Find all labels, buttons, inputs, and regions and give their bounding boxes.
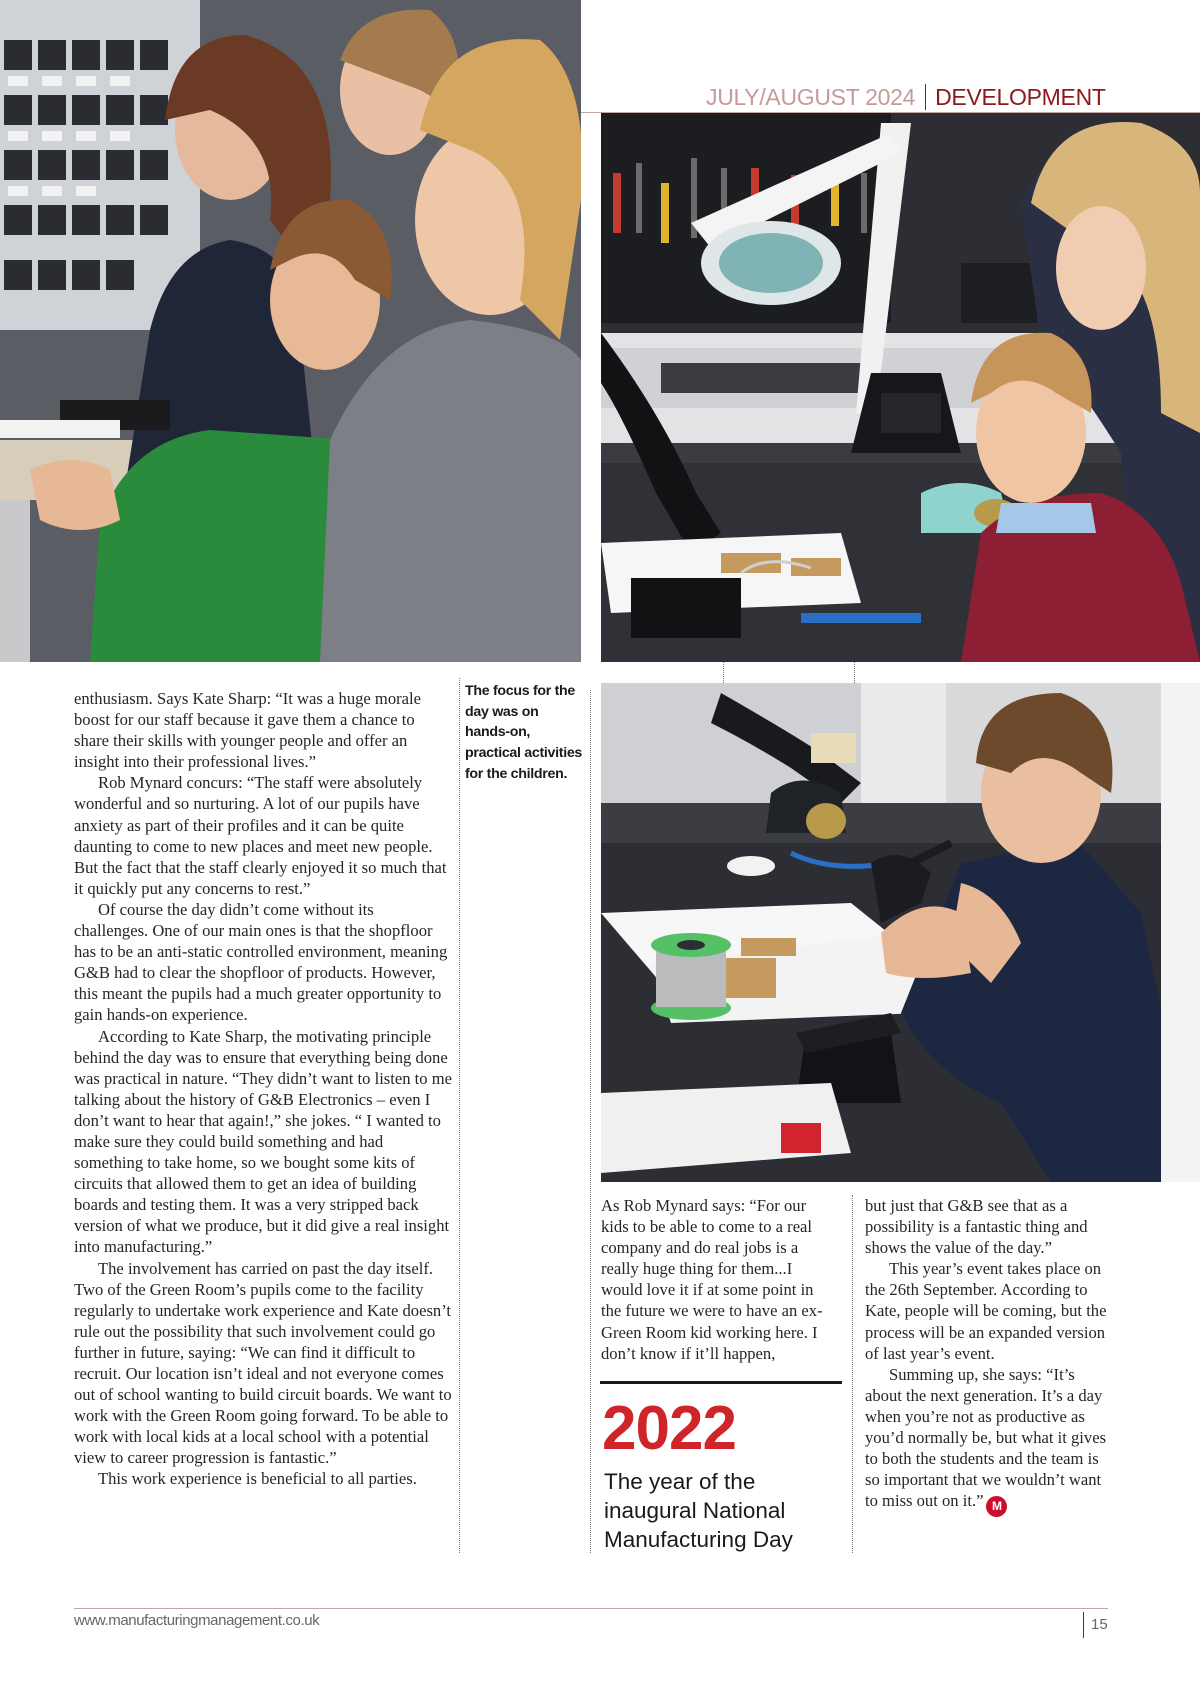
photo-soldering-bench-image <box>601 113 1200 662</box>
body-paragraph: This year’s event takes place on the 26th September. According to Kate, people will be coming, but the process will be an expanded version of last year’s event. <box>865 1259 1107 1363</box>
footer-separator <box>1083 1612 1084 1638</box>
running-header <box>706 84 1106 111</box>
footer-rule <box>74 1608 1108 1609</box>
column-rule <box>852 1195 853 1553</box>
photo-caption: The focus for the day was on hands-on, practical activities for the children. <box>465 683 583 782</box>
body-paragraph: The involvement has carried on past the day itself. Two of the Green Room’s pupils come to the facility regularly to undertake work experience and Kate doesn’t rule out the possibility that such involvement could go further in future, saying: “We can find it difficult to recruit. Our location isn’t ideal and not everyone comes out of school wanting to build circuit boards. We want to work with the Green Room going forward. To be able to work with local kids at a local school with a potential view to career progression is fantastic.” <box>74 1258 452 1468</box>
page-number: 15 <box>1091 1616 1108 1633</box>
photo-dotted-guide <box>723 662 724 683</box>
header-issue: JULY/AUGUST 2024 <box>706 84 916 110</box>
article-column-right <box>865 1195 1115 1517</box>
body-paragraph: Of course the day didn’t come without its challenges. One of our main ones is that the shopfloor has to be an anti-static controlled environment, meaning G&B had to clear the shopfloor of products. However, this meant the pupils had a much greater opportunity to gain hands-on experience. <box>74 899 448 1025</box>
body-paragraph: enthusiasm. Says Kate Sharp: “It was a huge morale boost for our staff because it gave them a chance to share their skills with younger people and offer an insight into their professional lives.” <box>74 689 421 772</box>
photo-pupil-soldering <box>601 683 1200 1182</box>
column-rule <box>459 678 460 1553</box>
photo-staff-with-pupils-image <box>0 0 581 662</box>
body-paragraph: This work experience is beneficial to all parties. <box>98 1469 417 1489</box>
photo-staff-with-pupils <box>0 0 581 662</box>
body-paragraph-final <box>865 1364 1115 1518</box>
stat-label: The year of the inaugural National Manufacturing Day <box>604 1469 793 1552</box>
body-paragraph: but just that G&B see that as a possibility is a fantastic thing and shows the value of the day.” <box>865 1196 1088 1258</box>
footer-url: www.manufacturingmanagement.co.uk <box>74 1612 320 1629</box>
article-column-middle <box>601 1195 837 1364</box>
photo-dotted-guide <box>854 662 855 683</box>
body-paragraph: As Rob Mynard says: “For our kids to be able to come to a real company and do real jobs is a really huge thing for them...I would love it if at some point in the future we were to have an ex-Green Room kid working here. I don’t know if it’ll happen, <box>601 1196 823 1363</box>
photo-soldering-bench <box>601 113 1200 662</box>
stat-rule <box>600 1381 842 1384</box>
body-paragraph: According to Kate Sharp, the motivating principle behind the day was to ensure that everything being done was practical in nature. “They didn’t want to listen to me talking about the history of G&B Electronics – even I don’t want to hear that again!,” she jokes. “ I wanted to make sure they could build something and had something to take home, so we bought some kits of circuits that allowed them to get an idea of building boards and testing them. It was a very stripped back version of what we produce, but it did give a real insight into manufacturing.” <box>74 1026 453 1257</box>
header-separator <box>925 84 926 110</box>
column-rule <box>590 690 591 1553</box>
stat-number: 2022 <box>602 1394 736 1463</box>
end-mark-icon: M <box>986 1496 1007 1517</box>
article-column-left <box>74 688 452 1490</box>
body-paragraph: Rob Mynard concurs: “The staff were absolutely wonderful and so nurturing. A lot of our pupils have anxiety as part of their profiles and it can be quite daunting to come to new places and meet new people. But the fact that the staff clearly enjoyed it so much that it quickly put any concerns to rest.” <box>74 773 447 898</box>
header-section: DEVELOPMENT <box>935 84 1106 110</box>
photo-pupil-soldering-image <box>601 683 1200 1182</box>
body-paragraph-text: Summing up, she says: “It’s about the next generation. It’s a day when you’re not as productive as you’d normally be, but what it gives to both the students and the team is so important that we wouldn’t want to miss out on it.” <box>865 1364 1107 1511</box>
